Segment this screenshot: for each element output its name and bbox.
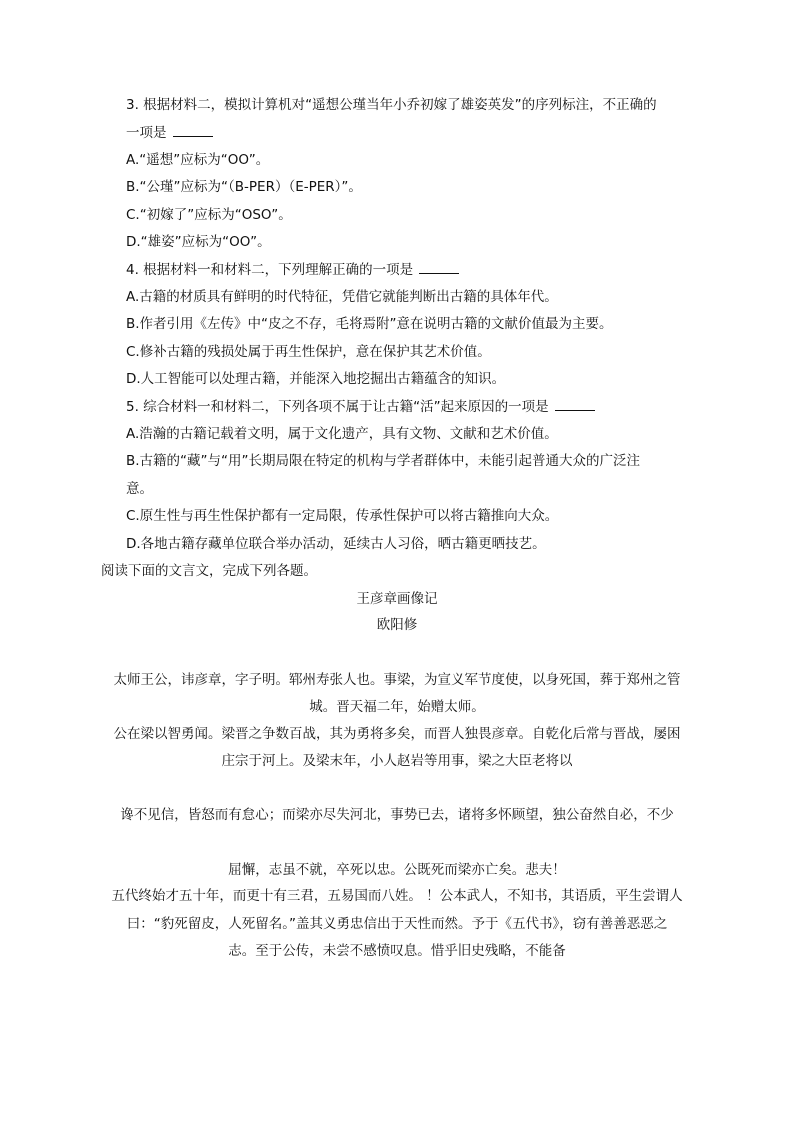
q5-option-b: B.古籍的“藏”与“用”长期局限在特定的机构与学者群体中，未能引起普通大众的广泛注 [126, 453, 641, 469]
reading-instruction: 阅读下面的文言文，完成下列各题。 [101, 563, 317, 579]
q5-stem [126, 398, 595, 416]
article-line: 五代终始才五十年，而更十有三君，五易国而八姓。 ！公本武人，不知书，其语质，平生尝谓人 [111, 888, 683, 904]
q4-stem [126, 261, 459, 279]
q4-option-a: A.古籍的材质具有鲜明的时代特征，凭借它就能判断出古籍的具体年代。 [126, 289, 558, 305]
q4-option-c: C.修补古籍的残损处属于再生性保护，意在保护其艺术价值。 [126, 344, 491, 360]
article-line: 公在梁以智勇闻。梁晋之争数百战，其为勇将多矣，而晋人独畏彦章。自乾化后常与晋战，屡困 [113, 726, 681, 742]
q4-option-b: B.作者引用《左传》中“皮之不存，毛将焉附”意在说明古籍的文献价值最为主要。 [126, 316, 613, 332]
answer-blank [173, 124, 213, 137]
article-line: 太师王公，讳彦章，字子明。郓州寿张人也。事梁，为宣义军节度使，以身死国，葬于郑州之管 [113, 672, 681, 688]
article-author: 欧阳修 [376, 617, 418, 633]
q3-option-c: C.“初嫁了”应标为“OSO”。 [126, 207, 292, 223]
q5-option-a: A.浩瀚的古籍记载着文明，属于文化遗产，具有文物、文献和艺术价值。 [126, 426, 558, 442]
q5-option-b-cont: 意。 [126, 481, 153, 497]
article-title: 王彦章画像记 [356, 591, 438, 607]
answer-blank [419, 261, 459, 274]
article-line: 屈懈，志虽不就，卒死以忠。公既死而梁亦亡矣。悲夫！ [228, 862, 566, 878]
article-line: 志。至于公传，未尝不感愤叹息。惜乎旧史残略，不能备 [228, 943, 566, 959]
answer-blank [555, 398, 595, 411]
article-line: 谗不见信，皆怒而有怠心；而梁亦尽失河北，事势已去，诸将多怀顾望，独公奋然自必，不少 [120, 807, 674, 823]
q3-option-d: D.“雄姿”应标为“OO”。 [126, 234, 271, 250]
q3-option-b: B.“公瑾”应标为“（B-PER）（E-PER）”。 [126, 179, 362, 195]
q4-option-d: D.人工智能可以处理古籍，并能深入地挖掘出古籍蕴含的知识。 [126, 371, 506, 387]
article-line: 庄宗于河上。及梁末年，小人赵岩等用事，梁之大臣老将以 [221, 753, 573, 769]
q3-stem-line1: 3. 根据材料二，模拟计算机对“遥想公瑾当年小乔初嫁了雄姿英发”的序列标注，不正确的 [126, 97, 657, 113]
article-line: 城。晋天福二年，始赠太师。 [309, 699, 485, 715]
q3-stem-line2 [126, 124, 213, 142]
q4-stem-text: 4. 根据材料一和材料二，下列理解正确的一项是 [126, 262, 414, 278]
q5-stem-text: 5. 综合材料一和材料二，下列各项不属于让古籍“活”起来原因的一项是 [126, 399, 549, 415]
q3-option-a: A.“遥想”应标为“OO”。 [126, 152, 270, 168]
q3-stem-text: 一项是 [126, 125, 167, 141]
q5-option-c: C.原生性与再生性保护都有一定局限，传承性保护可以将古籍推向大众。 [126, 508, 559, 524]
article-line: 曰：“豹死留皮，人死留名。”盖其义勇忠信出于天性而然。予于《五代书》，窃有善善恶恶之 [126, 916, 668, 932]
q5-option-d: D.各地古籍存藏单位联合举办活动，延续古人习俗，晒古籍更晒技艺。 [126, 536, 546, 552]
